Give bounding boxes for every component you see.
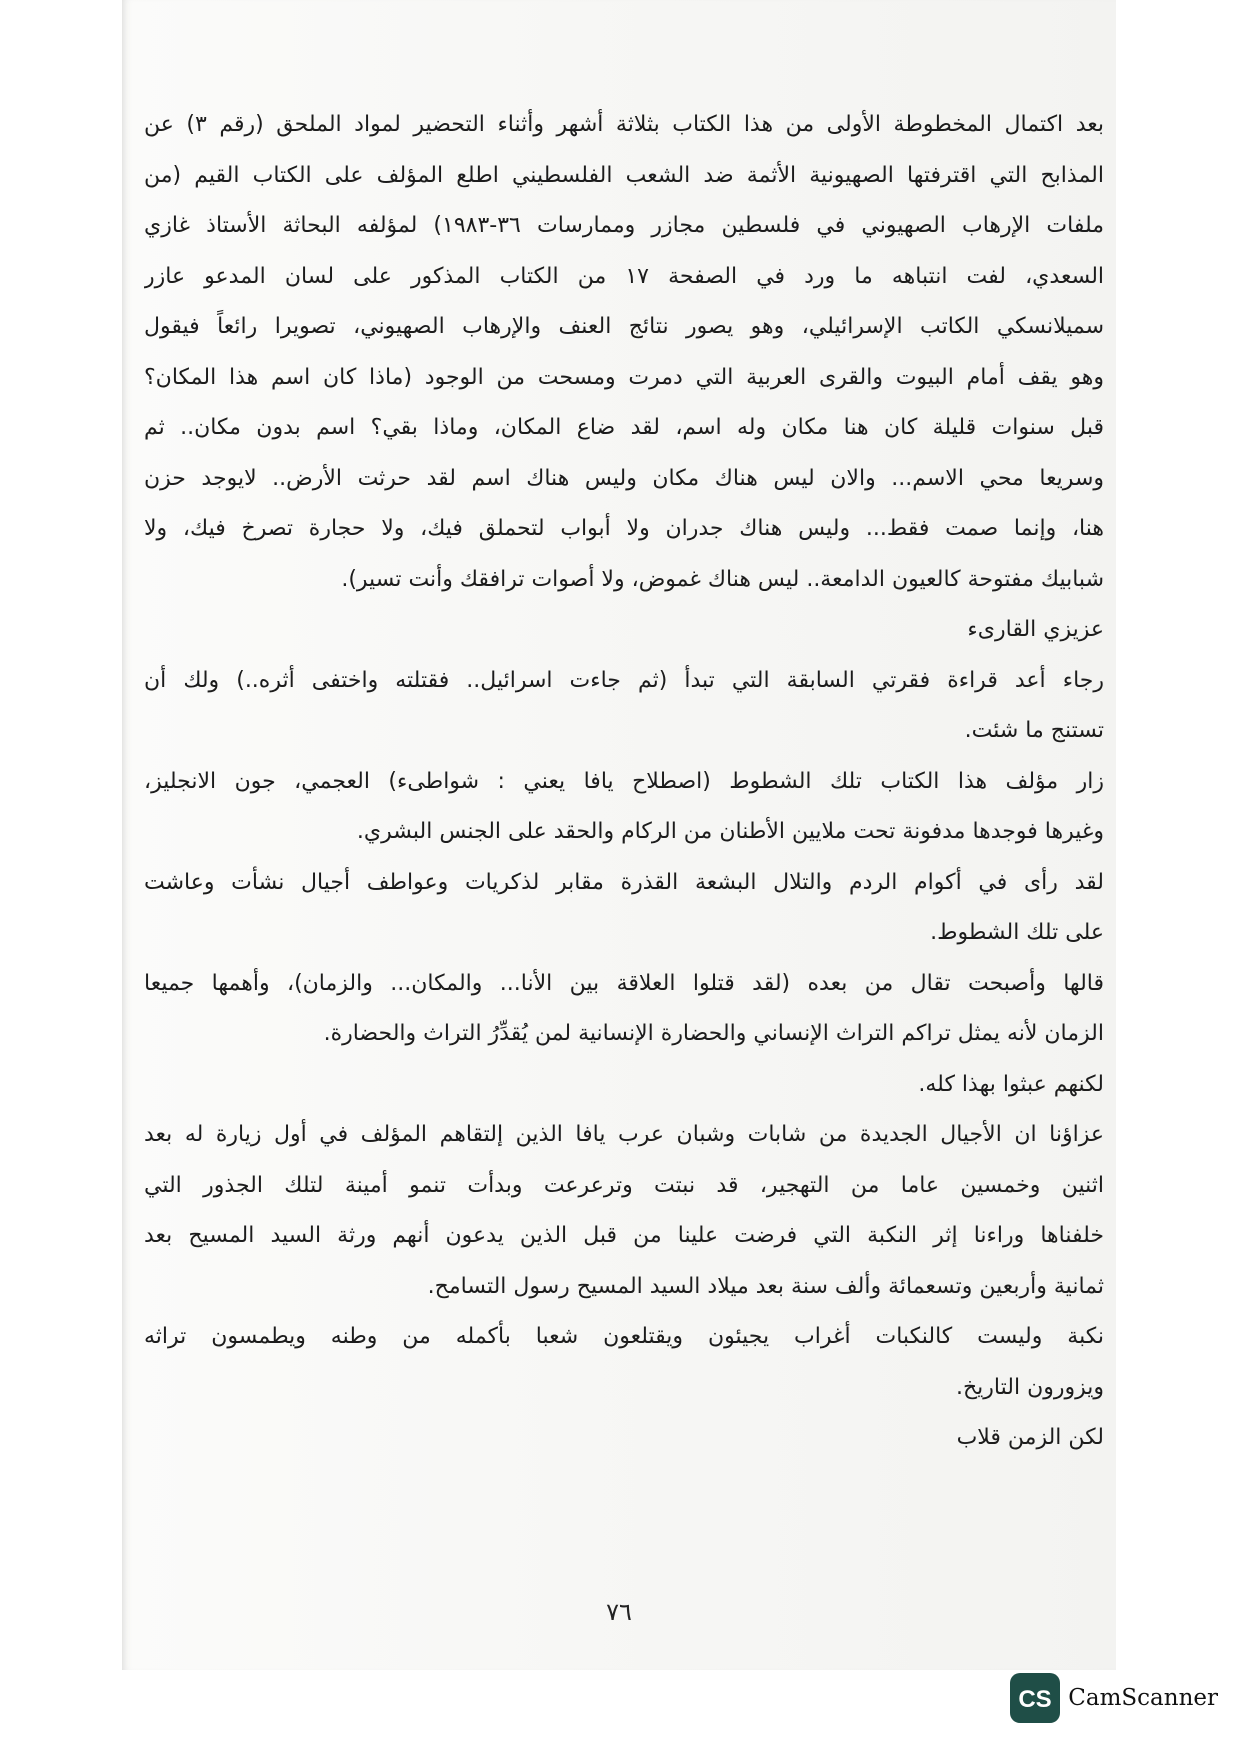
text-line: ثمانية وأربعين وتسعمائة وألف سنة بعد ميلاد السيد المسيح رسول التسامح. bbox=[427, 1273, 1104, 1299]
text-line: زار مؤلف هذا الكتاب تلك الشطوط (اصطلاح يافا يعني : شواطىء) العجمي، جون الانجليز، bbox=[144, 768, 1104, 794]
text-line: تستنج ما شئت. bbox=[964, 718, 1104, 743]
text-line: قبل سنوات قليلة كان هنا مكان وله اسم، لقد ضاع المكان، وماذا بقي؟ اسم بدون مكان.. ثم bbox=[144, 415, 1104, 440]
text-line: لكن الزمن قلاب bbox=[956, 1425, 1104, 1450]
text-line: سميلانسكي الكاتب الإسرائيلي، وهو يصور نتائج العنف والإرهاب الصهيوني، تصويرا رائعاً فيقول bbox=[144, 314, 1104, 339]
text-line: وسريعا محي الاسم... والان ليس هناك مكان وليس هناك اسم لقد حرثت الأرض.. لايوجد حزن bbox=[144, 465, 1104, 491]
camscanner-logo-text: CS bbox=[1018, 1686, 1052, 1713]
camscanner-logo-icon bbox=[1010, 1673, 1060, 1723]
text-line: المذابح التي اقترفتها الصهيونية الأثمة ضد الشعب الفلسطيني اطلع المؤلف على الكتاب القيم (من bbox=[144, 162, 1104, 188]
book-page bbox=[122, 0, 1116, 1670]
scan-margin bbox=[0, 0, 122, 1670]
camscanner-watermark bbox=[1010, 1673, 1218, 1723]
text-line: بعد اكتمال المخطوطة الأولى من هذا الكتاب بثلاثة أشهر وأثناء التحضير لمواد الملحق (رقم ٣) عن bbox=[144, 112, 1104, 137]
text-line: ويزورون التاريخ. bbox=[955, 1374, 1104, 1400]
text-line: اثنين وخمسين عاما من التهجير، قد نبتت وترعرعت وبدأت تنمو أمينة لتلك الجذور التي bbox=[144, 1172, 1104, 1198]
text-line: نكبة وليست كالنكبات أغراب يجيئون ويقتلعون شعبا بأكمله من وطنه ويطمسون تراثه bbox=[144, 1324, 1104, 1349]
text-line: هنا، وإنما صمت فقط... وليس هناك جدران ولا أبواب لتحملق فيك، ولا حجارة تصرخ فيك، ولا bbox=[144, 516, 1104, 541]
text-line: قالها وأصبحت تقال من بعده (لقد قتلوا العلاقة بين الأنا... والمكان... والزمان)، وأهمها جميعا bbox=[144, 970, 1104, 996]
text-line: رجاء أعد قراءة فقرتي السابقة التي تبدأ (ثم جاءت اسرائيل.. فقتلته واختفى أثره..) ولك أن bbox=[144, 667, 1104, 693]
body-text bbox=[144, 100, 1104, 1464]
camscanner-brand-text: CamScanner bbox=[1068, 1685, 1218, 1711]
text-line: عزاؤنا ان الأجيال الجديدة من شابات وشبان عرب يافا الذين إلتقاهم المؤلف في أول زيارة له بعد bbox=[144, 1122, 1104, 1147]
text-line: لقد رأى في أكوام الردم والتلال البشعة القذرة مقابر لذكريات وعواطف أجيال نشأت وعاشت bbox=[144, 869, 1104, 895]
text-line: عزيزي القارىء bbox=[967, 617, 1104, 642]
page-number: ٧٦ bbox=[606, 1598, 632, 1626]
text-line: الزمان لأنه يمثل تراكم التراث الإنساني والحضارة الإنسانية لمن يُقدِّرُ التراث والحضارة. bbox=[323, 1021, 1104, 1046]
text-line: ملفات الإرهاب الصهيوني في فلسطين مجازر وممارسات ٣٦-١٩٨٣) لمؤلفه البحاثة الأستاذ غازي bbox=[144, 213, 1104, 238]
text-line: وهو يقف أمام البيوت والقرى العربية التي دمرت ومسحت من الوجود (ماذا كان اسم هذا المكان؟ bbox=[144, 364, 1104, 390]
text-line: شبابيك مفتوحة كالعيون الدامعة.. ليس هناك غموض، ولا أصوات ترافقك وأنت تسير). bbox=[341, 566, 1104, 592]
text-line: لكنهم عبثوا بهذا كله. bbox=[918, 1071, 1104, 1097]
text-line: خلفناها وراءنا إثر النكبة التي فرضت علينا من قبل الذين يدعون أنهم ورثة السيد المسيح بعد bbox=[144, 1223, 1104, 1248]
text-line: على تلك الشطوط. bbox=[930, 920, 1104, 945]
text-line: وغيرها فوجدها مدفونة تحت ملايين الأطنان من الركام والحقد على الجنس البشري. bbox=[356, 819, 1104, 844]
text-line: السعدي، لفت انتباهه ما ورد في الصفحة ١٧ من الكتاب المذكور على لسان المدعو عازر bbox=[144, 263, 1104, 289]
